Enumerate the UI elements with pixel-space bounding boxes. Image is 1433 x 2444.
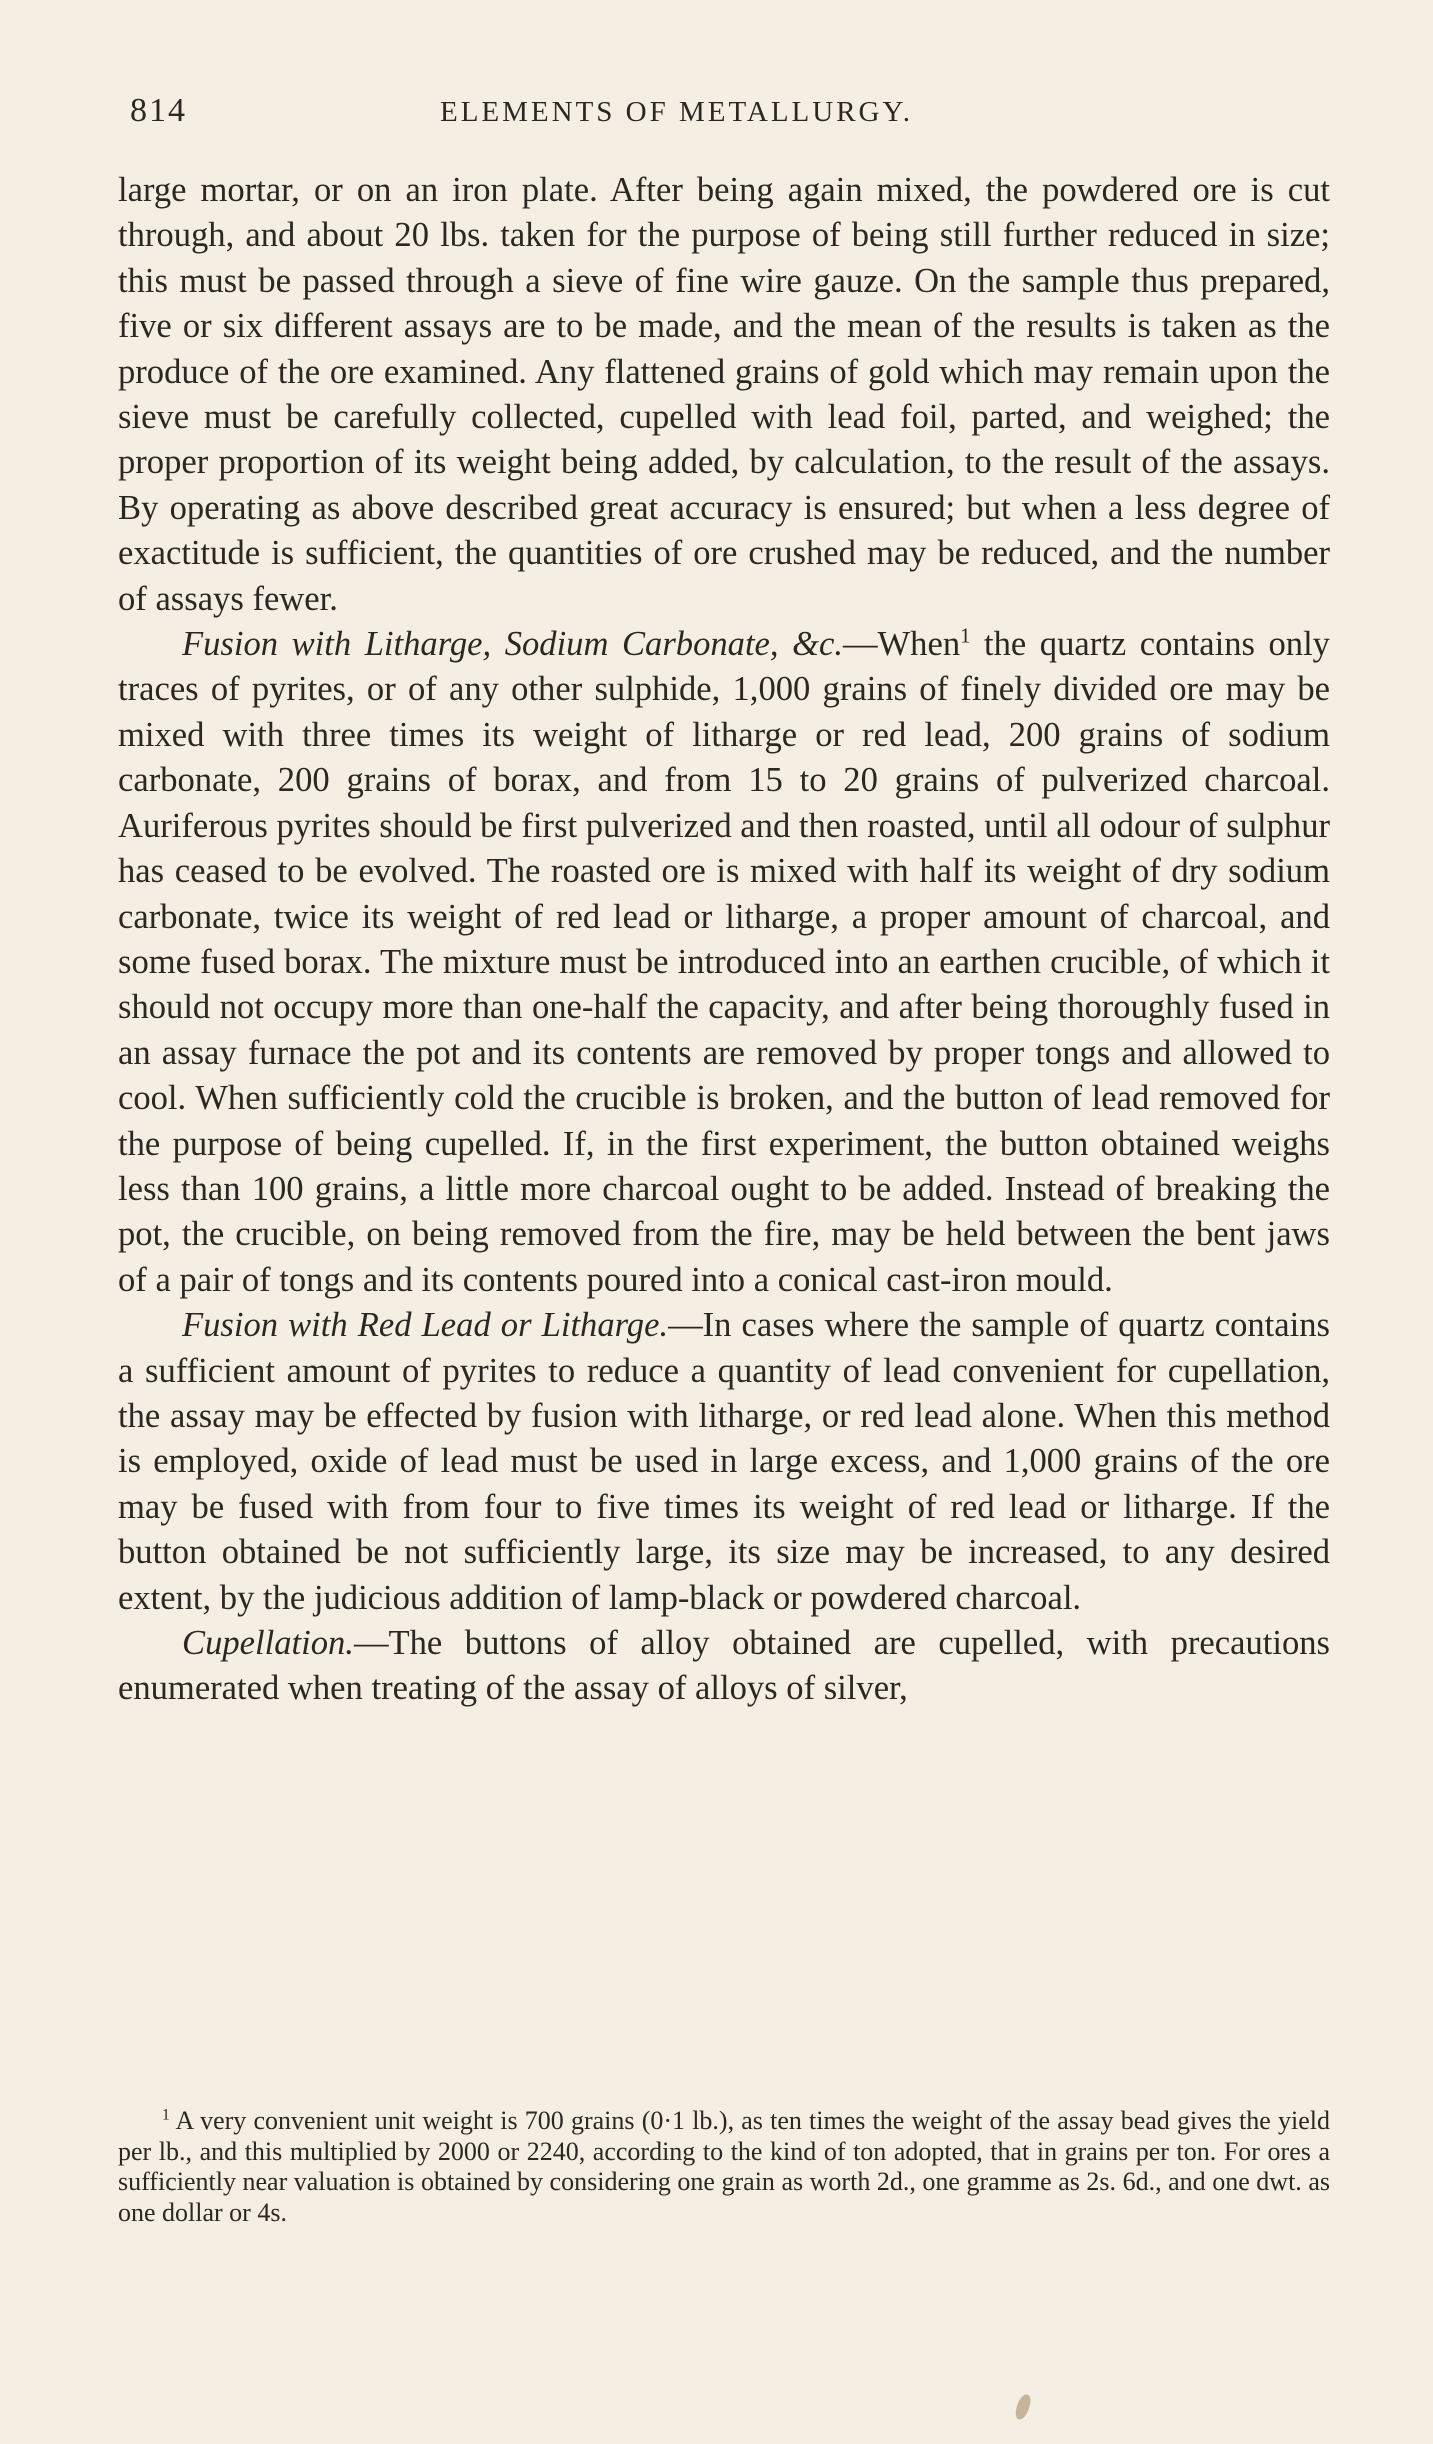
footnote-1	[118, 2106, 1330, 2228]
footnote-text: A very convenient unit weight is 700 grains (0·1 lb.), as ten times the weight of the assay bead gives the yield per lb., and this multiplied by 2000 or 2240, according to the kind of ton adopted, that in grains per ton. For ores a sufficiently near valuation is obtained by considering one grain as worth 2d., one gramme as 2s. 6d., and one dwt. as one dollar or 4s.	[118, 2106, 1330, 2227]
paragraph-cupellation-text: —The buttons of alloy obtained are cupelled, with precautions enumerated when treating of the assay of alloys of silver,	[118, 1624, 1330, 1708]
running-head: ELEMENTS OF METALLURGY.	[440, 96, 913, 128]
paragraph-fusion-red-lead	[118, 1303, 1330, 1621]
paragraph-sampling-text: large mortar, or on an iron plate. After being again mixed, the powdered ore is cut through, and about 20 lbs. taken for the purpose of being still further reduced in size; this must be passed through a sieve of fine wire gauze. On the sample thus prepared, five or six different assays are to be made, and the mean of the results is taken as the produce of the ore examined. Any flattened grains of gold which may remain upon the sieve must be carefully collected, cupelled with lead foil, parted, and weighed; the proper proportion of its weight being added, by calculation, to the result of the assays. By operating as above described great accuracy is ensured; but when a less degree of exactitude is sufficient, the quantities of ore crushed may be reduced, and the number of assays fewer.	[118, 171, 1330, 618]
section-heading-fusion-red-lead: Fusion with Red Lead or Litharge.	[182, 1306, 669, 1345]
paragraph-sampling	[118, 168, 1330, 622]
footnote-marker: 1	[162, 2106, 170, 2124]
section-heading-cupellation: Cupellation.	[182, 1624, 354, 1662]
paragraph-fusion-red-lead-text: —In cases where the sample of quartz contains a sufficient amount of pyrites to reduce a quantity of lead convenient for cupellation, the assay may be effected by fusion with litharge, or red lead alone. When this method is employed, oxide of lead must be used in large excess, and 1,000 grains of the ore may be fused with from four to five times its weight of red lead or litharge. If the button obtained be not sufficiently large, its size may be increased, to any desired extent, by the judicious addition of lamp-black or powdered charcoal.	[118, 1306, 1330, 1617]
page-header	[120, 92, 1340, 138]
heading-dash: —When	[842, 625, 961, 664]
paragraph-cupellation	[118, 1621, 1330, 1712]
footnote-ref[interactable]: 1	[960, 625, 971, 648]
footnotes	[118, 2106, 1330, 2228]
paragraph-fusion-litharge-sodium-text: the quartz contains only traces of pyrites, or of any other sulphide, 1,000 grains of finely divided ore may be mixed with three times its weight of litharge or red lead, 200 grains of sodium carbonate, 200 grains of borax, and from 15 to 20 grains of pulverized charcoal. Auriferous pyrites should be first pulverized and then roasted, until all odour of sulphur has ceased to be evolved. The roasted ore is mixed with half its weight of dry sodium carbonate, twice its weight of red lead or litharge, a proper amount of charcoal, and some fused borax. The mixture must be introduced into an earthen crucible, of which it should not occupy more than one-half the capacity, and after being thoroughly fused in an assay furnace the pot and its contents are removed by proper tongs and allowed to cool. When sufficiently cold the crucible is broken, and the button of lead removed for the purpose of being cupelled. If, in the first experiment, the button obtained weighs less than 100 grains, a little more charcoal ought to be added. Instead of breaking the pot, the crucible, on being removed from the fire, may be held between the bent jaws of a pair of tongs and its contents poured into a conical cast-iron mould.	[118, 625, 1330, 1299]
ink-speck	[1013, 2393, 1032, 2421]
page-number: 814	[130, 92, 187, 129]
section-heading-fusion-litharge-sodium: Fusion with Litharge, Sodium Carbonate, &c.	[182, 625, 843, 664]
body-text	[118, 168, 1330, 1712]
paragraph-fusion-litharge-sodium	[118, 622, 1330, 1303]
